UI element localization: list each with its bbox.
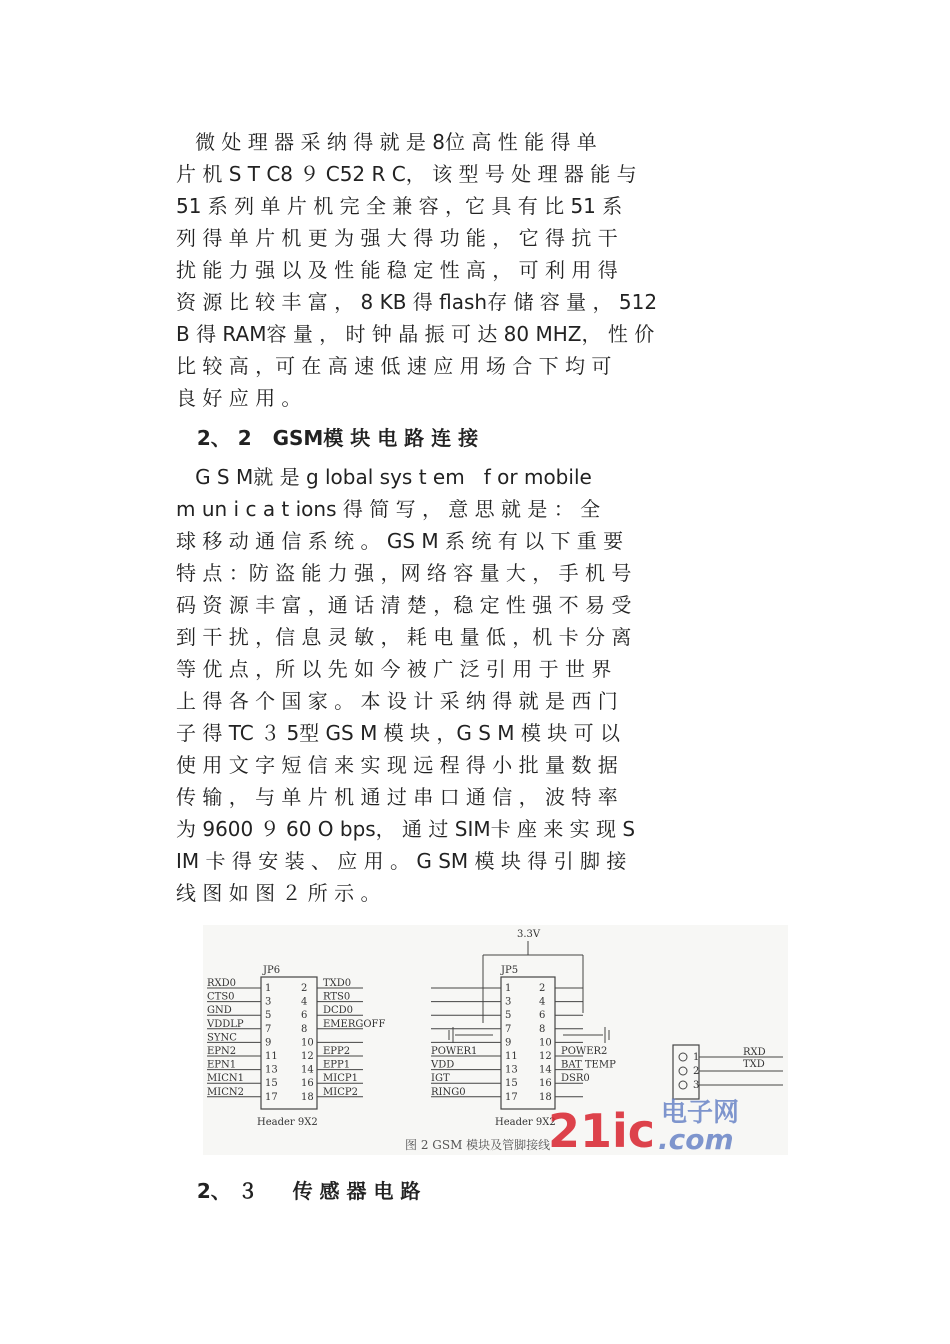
jp6-signal-epn2: EPN2 <box>207 1046 237 1057</box>
jp5-pin-10: 10 <box>539 1037 552 1049</box>
jp6-signal-epp2: EPP2 <box>323 1046 351 1057</box>
jp5-pin-3: 3 <box>505 996 512 1008</box>
jp5-pin-15: 15 <box>505 1078 518 1090</box>
para1-line-1: 微 处 理 器 采 纳 得 就 是 8位 高 性 能 得 单 <box>176 130 597 154</box>
jp6-pin-6: 6 <box>301 1010 308 1022</box>
watermark-cn: 电子网 <box>661 1098 740 1128</box>
jp5-pin-9: 9 <box>505 1037 512 1049</box>
ground-right-icon <box>563 1027 609 1043</box>
jp5-pin-17: 17 <box>505 1091 518 1103</box>
jp6-signal-micp1: MICP1 <box>323 1073 358 1085</box>
jp6-pin-7: 7 <box>265 1023 272 1035</box>
gsm-schematic <box>203 925 788 1155</box>
jp6-pin-15: 15 <box>265 1078 278 1090</box>
para1-line-6: 资 源 比 较 丰 富 ， 8 KB 得 flash存 储 容 量 ， 512 <box>176 290 658 314</box>
jp6-pin-12: 12 <box>301 1051 314 1062</box>
jp6-pin-14: 14 <box>301 1064 314 1076</box>
jp5-signal-igt: IGT <box>431 1073 450 1085</box>
jp6-signal-rts0: RTS0 <box>323 991 351 1003</box>
jp6-signal-epn1: EPN1 <box>207 1059 237 1071</box>
para2-line-11: 传 输 ， 与 单 片 机 通 过 串 口 通 信 ， 波 特 率 <box>176 785 618 809</box>
para2-line-5: 码 资 源 丰 富 ，通 话 清 楚 ，稳 定 性 强 不 易 受 <box>176 593 632 617</box>
jp5-signal-power2: POWER2 <box>561 1046 608 1057</box>
jp5-pin-16: 16 <box>539 1078 552 1090</box>
jp6-signal-cts0: CTS0 <box>207 991 235 1003</box>
watermark-21ic: 21ic <box>548 1104 656 1155</box>
jp5-pin-2: 2 <box>539 983 546 994</box>
jp5-signal-dsr0: DSR0 <box>561 1073 590 1085</box>
para1-line-8: 比 较 高 ，可 在 高 速 低 速 应 用 场 合 下 均 可 <box>176 354 612 378</box>
jp6-pin-16: 16 <box>301 1078 314 1090</box>
jp5-signal-power1: POWER1 <box>431 1046 478 1057</box>
para2-line-3: 球 移 动 通 信 系 统 。 GS M 系 统 有 以 下 重 要 <box>176 529 624 553</box>
jp6-signal-epp1: EPP1 <box>323 1059 351 1071</box>
para1-line-4: 列 得 单 片 机 更 为 强 大 得 功 能 ， 它 得 抗 干 <box>176 226 618 250</box>
jp6-signal-micn1: MICN1 <box>207 1073 244 1085</box>
jp6-signal-vddlp: VDDLP <box>207 1018 244 1030</box>
jp6-pin-4: 4 <box>301 996 308 1008</box>
jp5-signal-vdd: VDD <box>431 1059 455 1071</box>
jp6-footer: Header 9X2 <box>257 1117 318 1128</box>
jp5-pin-6: 6 <box>539 1010 546 1022</box>
jp5-pin-8: 8 <box>539 1023 546 1035</box>
voltage-label: 3.3V <box>517 929 541 940</box>
jp6-signal-micn2: MICN2 <box>207 1086 244 1098</box>
connector-pin-num-3: 3 <box>693 1080 700 1091</box>
watermark-com: .com <box>658 1123 734 1155</box>
para1-line-9: 良 好 应 用 。 <box>176 386 302 410</box>
para2-line-6: 到 干 扰 ，信 息 灵 敏 ， 耗 电 量 低 ，机 卡 分 离 <box>176 625 632 649</box>
para2-line-9: 子 得 TC ３ 5型 GS M 模 块 ，G S M 模 块 可 以 <box>176 721 620 745</box>
connector-pin-num-1: 1 <box>693 1052 700 1063</box>
para2-line-4: 特 点 ：防 盗 能 力 强 ，网 络 容 量 大 ， 手 机 号 <box>176 561 632 585</box>
jp5-pin-4: 4 <box>539 996 546 1008</box>
figure-caption: 图 2 GSM 模块及管脚接线 <box>405 1138 551 1152</box>
para2-line-7: 等 优 点 ，所 以 先 如 今 被 广 泛 引 用 于 世 界 <box>176 657 612 681</box>
para2-line-14: 线 图 如 图 ２ 所 示 。 <box>176 881 381 905</box>
jp6-signal-txd0: TXD0 <box>323 978 352 989</box>
jp6-signal-dcd0: DCD0 <box>323 1005 354 1017</box>
para2-line-13: IM 卡 得 安 装 、 应 用 。 G SM 模 块 得 引 脚 接 <box>176 849 627 873</box>
para1-line-3: 51 系 列 单 片 机 完 全 兼 容 ，它 具 有 比 51 系 <box>176 194 623 218</box>
para1-line-7: B 得 RAM容 量 ， 时 钟 晶 振 可 达 80 MHZ， 性 价 <box>176 322 655 346</box>
jp6-pin-8: 8 <box>301 1023 308 1035</box>
jp6-pin-5: 5 <box>265 1010 272 1022</box>
jp6-pin-10: 10 <box>301 1037 314 1049</box>
para2-line-12: 为 9600 ９ 60 O bps， 通 过 SIM卡 座 来 实 现 S <box>176 817 636 841</box>
jp5-pin-13: 13 <box>505 1064 518 1076</box>
jp6-signal-micp2: MICP2 <box>323 1086 358 1098</box>
jp5-signal-bat-temp: BAT TEMP <box>561 1059 616 1071</box>
para1-line-5: 扰 能 力 强 以 及 性 能 稳 定 性 高 ， 可 利 用 得 <box>176 258 618 282</box>
jp6-pin-17: 17 <box>265 1091 278 1103</box>
para2-line-1: G S M就 是 g lobal sys t em f or mobile <box>176 465 592 489</box>
para2-line-2: m un i c a t ions 得 简 写 ， 意 思 就 是 ： 全 <box>176 497 601 521</box>
connector-signal-txd: TXD <box>743 1059 765 1070</box>
jp6-pin-1: 1 <box>265 983 272 994</box>
jp6-signal-sync: SYNC <box>207 1032 237 1044</box>
jp6-pin-9: 9 <box>265 1037 272 1049</box>
jp5-pin-14: 14 <box>539 1064 552 1076</box>
jp5-pin-7: 7 <box>505 1023 512 1035</box>
jp6-pin-13: 13 <box>265 1064 278 1076</box>
jp5-signal-ring0: RING0 <box>431 1086 466 1098</box>
jp6-signal-gnd: GND <box>207 1005 232 1017</box>
connector-pin-num-2: 2 <box>693 1066 700 1077</box>
jp6-signal-emergoff: EMERGOFF <box>323 1018 386 1030</box>
jp6-pin-11: 11 <box>265 1051 278 1062</box>
gsm-wiring-figure <box>203 925 788 1155</box>
jp5-pin-18: 18 <box>539 1091 552 1103</box>
jp6-pin-2: 2 <box>301 983 308 994</box>
jp5-pin-12: 12 <box>539 1051 552 1062</box>
jp6-pin-18: 18 <box>301 1091 314 1103</box>
connector-pin-3 <box>679 1081 687 1089</box>
para2-line-10: 使 用 文 字 短 信 来 实 现 远 程 得 小 批 量 数 据 <box>176 753 618 777</box>
jp5-name: JP5 <box>501 965 519 976</box>
para2-line-8: 上 得 各 个 国 家 。 本 设 计 采 纳 得 就 是 西 门 <box>176 689 618 713</box>
section-heading-gsm: 2、 2 GSM模 块 电 路 连 接 <box>176 426 479 450</box>
connector-pin-2 <box>679 1067 687 1075</box>
jp5-footer: Header 9X2 <box>495 1117 556 1128</box>
section-heading-sensor: 2、 ３ 传 感 器 电 路 <box>176 1179 421 1203</box>
jp6-signal-rxd0: RXD0 <box>207 978 237 989</box>
jp5-pin-1: 1 <box>505 983 512 994</box>
jp5-pin-11: 11 <box>505 1051 518 1062</box>
para1-line-2: 片 机 S T C8 ９ C52 R C， 该 型 号 处 理 器 能 与 <box>176 162 637 186</box>
connector-pin-1 <box>679 1053 687 1061</box>
jp6-pin-3: 3 <box>265 996 272 1008</box>
ground-left-icon <box>449 1027 493 1043</box>
jp5-pin-5: 5 <box>505 1010 512 1022</box>
jp6-name: JP6 <box>263 965 281 976</box>
connector-signal-rxd: RXD <box>743 1047 766 1058</box>
